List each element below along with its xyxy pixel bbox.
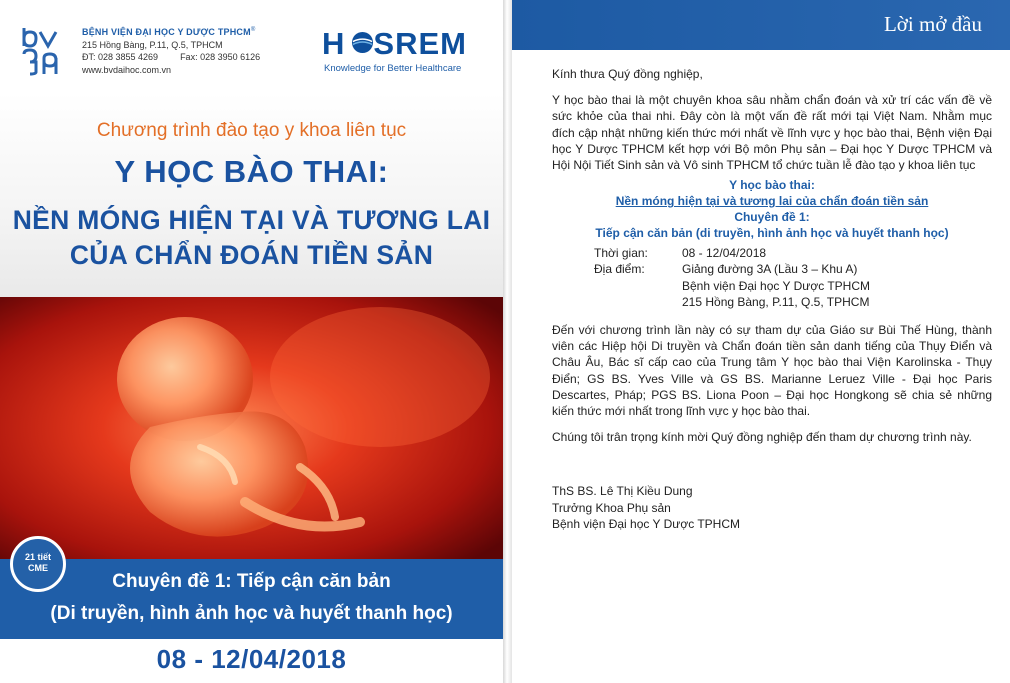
intro-paragraph: Y học bào thai là một chuyên khoa sâu nhằm chẩn đoán và xử trí các vấn đề về sức khỏe của thai nhi. Đây còn là một vấn đề rất mới tại Việt Nam. Nhằm mục đích cập nhật những kiến thức mới nhất về lĩnh vực y học bào thai, Bệnh viện Đại học Y Dược TPHCM kết hợp với Bộ môn Phụ sản – Đại học Y Dược TPHCM và Hội Nội Tiết Sinh sản và Vô sinh TPHCM tổ chức tuần lễ đào tạo y khoa liên tục	[552, 93, 992, 173]
hosrem-wordmark	[322, 26, 467, 62]
hospital-fax: Fax: 028 3950 6126	[180, 52, 261, 62]
foreword-page	[512, 0, 1010, 683]
time-label: Thời gian:	[594, 246, 648, 261]
main-title: Y HỌC BÀO THAI:	[114, 154, 389, 189]
cme-badge	[10, 536, 66, 592]
greeting: Kính thưa Quý đồng nghiệp,	[552, 67, 703, 81]
info-row-place	[594, 261, 992, 310]
place-line-1: Giảng đường 3A (Lầu 3 – Khu A)	[682, 262, 858, 277]
registered-mark: ®	[250, 27, 256, 33]
signature-block	[552, 483, 992, 533]
cover-page	[0, 0, 503, 683]
place-line-3: 215 Hồng Bàng, P.11, Q.5, TPHCM	[682, 294, 870, 309]
hospital-phone-fax	[82, 51, 260, 64]
main-subtitle	[0, 203, 503, 273]
foreword-body	[552, 66, 992, 533]
center-title-2-text: Nền móng hiện tại và tương lai của chẩn đoán tiền sản	[615, 194, 929, 209]
center-title-1: Y học bào thai:	[729, 178, 815, 193]
subtitle-line-2: CỦA CHẨN ĐOÁN TIỀN SẢN	[69, 240, 434, 270]
hospital-phone: ĐT: 028 3855 4269	[82, 52, 159, 62]
event-date: 08 - 12/04/2018	[156, 644, 347, 674]
topic-band	[0, 559, 503, 639]
place-label: Địa điểm:	[594, 262, 645, 277]
topic-line-1: Chuyên đề 1: Tiếp cận căn bản	[112, 571, 391, 592]
invitation-paragraph: Chúng tôi trân trọng kính mời Quý đồng nghiệp đến tham dự chương trình này.	[552, 430, 972, 445]
hospital-address: 215 Hồng Bàng, P.11, Q.5, TPHCM	[82, 39, 223, 50]
foreword-title: Lời mở đầu	[883, 12, 982, 36]
center-title-2	[552, 193, 992, 209]
subtitle-line-1: NỀN MÓNG HIỆN TẠI VÀ TƯƠNG LAI	[12, 205, 491, 235]
hospital-contact	[82, 24, 260, 76]
program-heading: Chương trình đào tạo y khoa liên tục	[96, 120, 407, 141]
hospital-website: www.bvdaihoc.com.vn	[82, 64, 172, 75]
signer-title: Trưởng Khoa Phụ sản	[552, 500, 671, 515]
place-line-2: Bệnh viện Đại học Y Dược TPHCM	[682, 278, 870, 293]
hosrem-tagline: Knowledge for Better Healthcare	[324, 63, 462, 74]
speakers-paragraph: Đến với chương trình lần này có sự tham dự của Giáo sư Bùi Thế Hùng, thành viên các Hiệp hội Di truyền và Chẩn đoán tiền sản danh tiếng của Thụy Điển và Châu Âu, Bác sĩ cấp cao của Trung tâm Y học bào thai Viện Karolinska - Thụy Điển; GS BS. Yves Ville và GS BS. Marianne Leruez Ville - Đại học Paris Descartes, Pháp; PGS BS. Liona Poon – Đại học Hongkong sẽ chia sẻ những kiến thức mới nhất trong lĩnh vực y học bào thai.	[552, 323, 992, 419]
hospital-name: BỆNH VIỆN ĐẠI HỌC Y DƯỢC TPHCM	[82, 27, 251, 37]
cme-badge-hours: 21 tiết	[24, 552, 51, 562]
info-row-time	[594, 245, 992, 261]
place-value	[682, 261, 870, 310]
hosrem-letters-srem: SREM	[373, 26, 467, 61]
topic-line-2: (Di truyền, hình ảnh học và huyết thanh học)	[50, 603, 453, 624]
time-value: 08 - 12/04/2018	[682, 246, 767, 261]
header-bar	[512, 0, 1010, 50]
hosrem-letter-h: H	[322, 26, 346, 61]
signer-name: ThS BS. Lê Thị Kiều Dung	[552, 484, 693, 499]
center-topic-2: Tiếp cận căn bản (di truyền, hình ảnh học và huyết thanh học)	[595, 226, 949, 241]
page-gutter	[503, 0, 512, 683]
fetus-image	[0, 297, 503, 559]
hosrem-logo	[322, 26, 482, 76]
globe-icon	[351, 31, 374, 54]
cme-badge-label: CME	[28, 563, 48, 573]
signer-organization: Bệnh viện Đại học Y Dược TPHCM	[552, 517, 740, 532]
hospital-logo-icon	[18, 24, 74, 76]
center-topic-1: Chuyên đề 1:	[734, 210, 810, 225]
event-info	[594, 245, 992, 310]
